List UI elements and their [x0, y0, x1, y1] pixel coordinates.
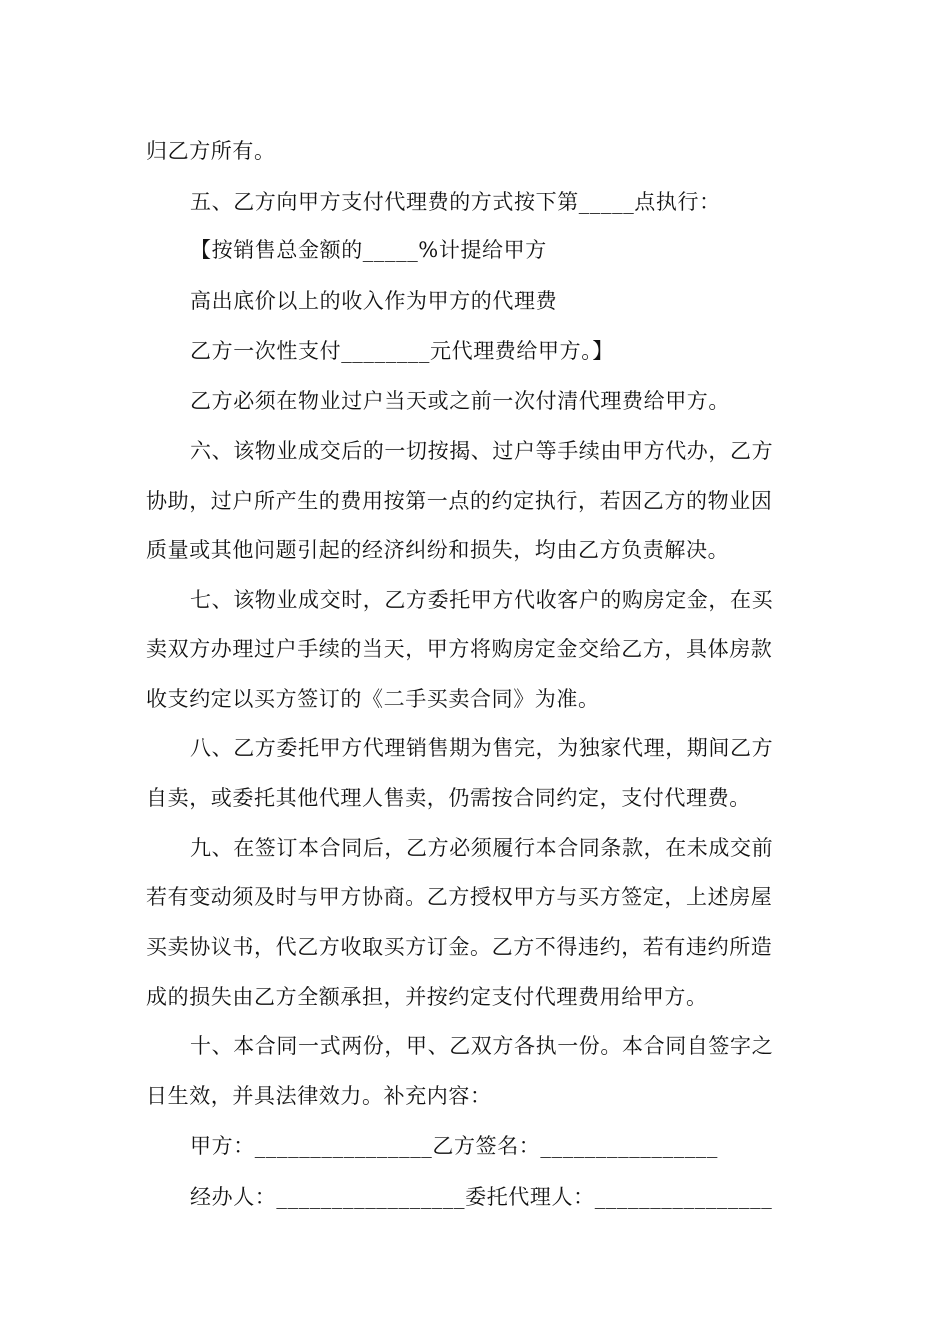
text-line: 自卖，或委托其他代理人售卖，仍需按合同约定，支付代理费。 [146, 786, 751, 810]
clause-5-heading: 五、乙方向甲方支付代理费的方式按下第_____点执行： [190, 190, 721, 214]
text-line: 【按销售总金额的_____%计提给甲方 [190, 238, 547, 262]
text-line: 买卖协议书，代乙方收取买方订金。乙方不得违约，若有违约所造 [146, 935, 773, 959]
clause-7-heading: 七、该物业成交时，乙方委托甲方代收客户的购房定金，在买 [190, 588, 774, 612]
text-line: 质量或其他问题引起的经济纠纷和损失，均由乙方负责解决。 [146, 538, 730, 562]
clause-8-heading: 八、乙方委托甲方代理销售期为售完，为独家代理，期间乙方 [190, 736, 774, 760]
text-line: 卖双方办理过户手续的当天，甲方将购房定金交给乙方，具体房款 [146, 637, 773, 661]
text-line: 成的损失由乙方全额承担，并按约定支付代理费用给甲方。 [146, 985, 708, 1009]
clause-9-heading: 九、在签订本合同后，乙方必须履行本合同条款，在未成交前 [190, 836, 774, 860]
clause-6-heading: 六、该物业成交后的一切按揭、过户等手续由甲方代办，乙方 [190, 439, 774, 463]
signature-line-party-a: 甲方：________________乙方签名：________________ [190, 1134, 718, 1158]
clause-10-heading: 十、本合同一式两份，甲、乙双方各执一份。本合同自签字之 [190, 1034, 774, 1058]
text-line: 若有变动须及时与甲方协商。乙方授权甲方与买方签定，上述房屋 [146, 885, 773, 909]
text-line: 收支约定以买方签订的《二手买卖合同》为准。 [146, 687, 600, 711]
text-line: 乙方必须在物业过户当天或之前一次付清代理费给甲方。 [190, 389, 730, 413]
text-line: 乙方一次性支付________元代理费给甲方。】 [190, 339, 614, 363]
text-line: 协助，过户所产生的费用按第一点的约定执行，若因乙方的物业因 [146, 489, 773, 513]
signature-line-agent: 经办人：_________________委托代理人：________________ [190, 1185, 773, 1209]
text-line: 日生效，并具法律效力。补充内容： [146, 1084, 492, 1108]
text-line: 归乙方所有。 [146, 139, 276, 163]
text-line: 高出底价以上的收入作为甲方的代理费 [190, 289, 558, 313]
